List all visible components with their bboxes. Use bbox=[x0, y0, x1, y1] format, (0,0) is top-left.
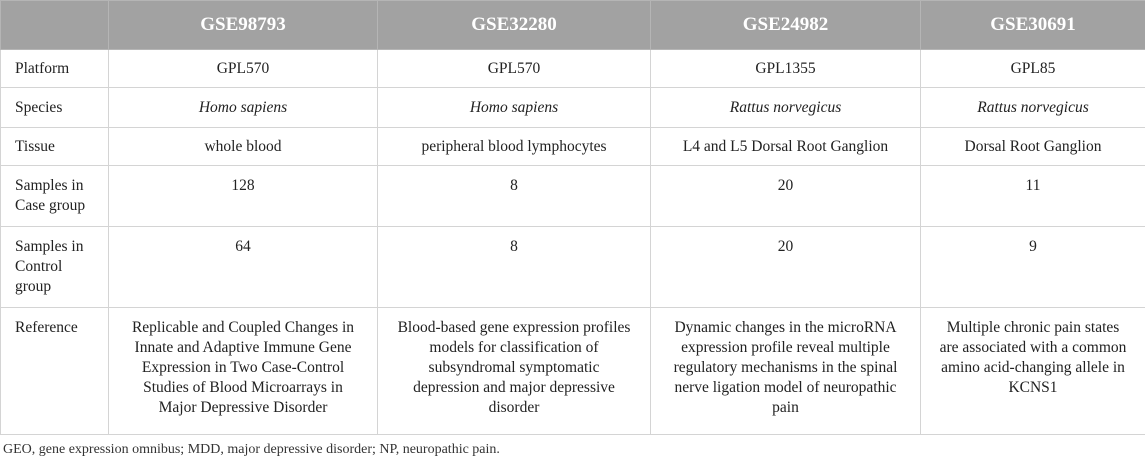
table-row-case-samples bbox=[1, 166, 1145, 227]
column-header: GSE32280 bbox=[378, 1, 651, 50]
cell-line: Innate and Adaptive Immune Gene bbox=[134, 339, 352, 356]
cell-line: Expression in Two Case-Control bbox=[141, 359, 345, 376]
cell-line: pain bbox=[772, 399, 799, 416]
table-cell: L4 and L5 Dorsal Root Ganglion bbox=[651, 128, 921, 166]
table-cell bbox=[109, 308, 378, 435]
cell-line: Blood-based gene expression profiles bbox=[397, 319, 631, 336]
table-cell: Rattus norvegicus bbox=[651, 88, 921, 128]
cell-line: subsyndromal symptomatic bbox=[428, 359, 600, 376]
table-row-platform bbox=[1, 50, 1145, 88]
cell-line: Multiple chronic pain states bbox=[946, 319, 1120, 336]
cell-line: KCNS1 bbox=[1008, 379, 1058, 396]
row-header: Species bbox=[1, 88, 109, 128]
cell-line: Replicable and Coupled Changes in bbox=[131, 319, 355, 336]
table-cell: 9 bbox=[921, 227, 1145, 308]
table-cell: 11 bbox=[921, 166, 1145, 227]
table-cell bbox=[921, 308, 1145, 435]
cell-line: models for classification of bbox=[429, 339, 599, 356]
table-cell: 128 bbox=[109, 166, 378, 227]
row-header-line: Samples in bbox=[15, 238, 84, 255]
table-cell: peripheral blood lymphocytes bbox=[378, 128, 651, 166]
row-header: Platform bbox=[1, 50, 109, 88]
table-cell: Homo sapiens bbox=[378, 88, 651, 128]
cell-line: depression and major depressive bbox=[413, 379, 615, 396]
cell-line: Studies of Blood Microarrays in bbox=[143, 379, 343, 396]
row-header: Tissue bbox=[1, 128, 109, 166]
row-header-line: Case group bbox=[15, 197, 86, 214]
cell-line: Dynamic changes in the microRNA bbox=[674, 319, 897, 336]
table-cell bbox=[378, 308, 651, 435]
row-header-line: Control bbox=[15, 258, 63, 275]
table-row-species bbox=[1, 88, 1145, 128]
table-cell: 8 bbox=[378, 227, 651, 308]
table-cell: GPL570 bbox=[378, 50, 651, 88]
table-cell: GPL85 bbox=[921, 50, 1145, 88]
cell-line: nerve ligation model of neuropathic bbox=[674, 379, 897, 396]
table-cell: 64 bbox=[109, 227, 378, 308]
cell-line: Major Depressive Disorder bbox=[158, 399, 328, 416]
column-header: GSE24982 bbox=[651, 1, 921, 50]
row-header bbox=[1, 227, 109, 308]
table-cell: 20 bbox=[651, 227, 921, 308]
cell-line: are associated with a common bbox=[939, 339, 1127, 356]
table-cell: Homo sapiens bbox=[109, 88, 378, 128]
cell-line: regulatory mechanisms in the spinal bbox=[673, 359, 898, 376]
row-header-line: group bbox=[15, 278, 52, 295]
cell-line: amino acid-changing allele in bbox=[941, 359, 1125, 376]
table-row-tissue bbox=[1, 128, 1145, 166]
table-cell: Dorsal Root Ganglion bbox=[921, 128, 1145, 166]
header-corner-cell bbox=[1, 1, 109, 50]
column-header: GSE30691 bbox=[921, 1, 1145, 50]
table-cell: 20 bbox=[651, 166, 921, 227]
table-cell: whole blood bbox=[109, 128, 378, 166]
column-header: GSE98793 bbox=[109, 1, 378, 50]
table-row-reference bbox=[1, 308, 1145, 435]
row-header-line: Samples in bbox=[15, 177, 84, 194]
table-footnote: GEO, gene expression omnibus; MDD, major depressive disorder; NP, neuropathic pain. bbox=[3, 442, 500, 457]
table-cell: GPL570 bbox=[109, 50, 378, 88]
table-cell bbox=[651, 308, 921, 435]
table-row-control-samples bbox=[1, 227, 1145, 308]
table-cell: Rattus norvegicus bbox=[921, 88, 1145, 128]
table-header-row bbox=[1, 1, 1145, 50]
row-header bbox=[1, 166, 109, 227]
cell-line: expression profile reveal multiple bbox=[681, 339, 890, 356]
table-cell: 8 bbox=[378, 166, 651, 227]
table-cell: GPL1355 bbox=[651, 50, 921, 88]
cell-line: disorder bbox=[488, 399, 540, 416]
row-header: Reference bbox=[1, 308, 109, 435]
